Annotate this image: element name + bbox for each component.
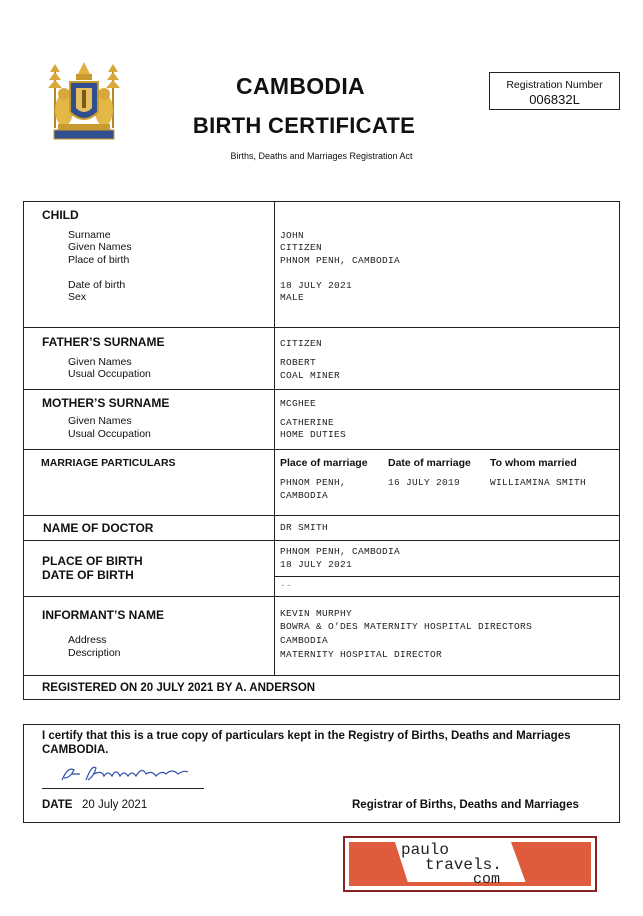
paulo-travels-logo: [343, 836, 597, 892]
mother-given-label: Given Names: [68, 415, 132, 427]
document-title: BIRTH CERTIFICATE: [192, 113, 416, 138]
child-dob-value: 18 JULY 2021: [280, 280, 353, 291]
child-pob-value: PHNOM PENH, CAMBODIA: [280, 255, 401, 266]
marriage-date-value: 16 JULY 2019: [388, 477, 461, 488]
informant-address-label: Address: [68, 634, 107, 646]
child-heading: CHILD: [42, 208, 79, 222]
certification-text: I certify that this is a true copy of particulars kept in the Registry of Births, Deaths and Marriages CAMBODIA.: [42, 730, 571, 756]
child-sex-value: MALE: [280, 292, 305, 303]
mother-occupation-label: Usual Occupation: [68, 428, 151, 440]
mother-surname-value: MCGHEE: [280, 398, 317, 409]
marriage-date-col: Date of marriage: [388, 457, 471, 469]
father-given-value: ROBERT: [280, 357, 317, 368]
informant-address2-value: CAMBODIA: [280, 635, 329, 646]
informant-name-value: KEVIN MURPHY: [280, 608, 353, 619]
registered-line: REGISTERED ON 20 JULY 2021 BY A. ANDERSON: [42, 682, 316, 694]
father-occupation-label: Usual Occupation: [68, 368, 151, 380]
signature: [58, 760, 198, 786]
registration-label: Registration Number: [506, 79, 603, 91]
marriage-heading: MARRIAGE PARTICULARS: [41, 457, 176, 469]
certification-date-value: 20 July 2021: [82, 799, 148, 811]
informant-description-label: Description: [68, 647, 121, 659]
doctor-value: DR SMITH: [280, 522, 329, 533]
informant-address1-value: BOWRA & O’DES MATERNITY HOSPITAL DIRECTORS: [280, 621, 533, 632]
informant-heading: INFORMANT’S NAME: [42, 608, 164, 622]
birth-date-heading: DATE OF BIRTH: [42, 568, 134, 582]
father-occupation-value: COAL MINER: [280, 370, 341, 381]
country-title: CAMBODIA: [236, 73, 365, 99]
father-heading: FATHER’S SURNAME: [42, 335, 165, 349]
mother-occupation-value: HOME DUTIES: [280, 429, 347, 440]
birth-date-value: 18 JULY 2021: [280, 559, 353, 570]
registration-box: [489, 72, 620, 110]
registrar-title: Registrar of Births, Deaths and Marriages: [352, 799, 579, 811]
birth-place-heading: PLACE OF BIRTH: [42, 554, 143, 568]
logo-line2: travels.: [425, 856, 502, 874]
logo-line1: paulo: [401, 841, 450, 859]
child-given-value: CITIZEN: [280, 242, 323, 253]
certification-date-label: DATE: [42, 799, 73, 811]
father-surname-value: CITIZEN: [280, 338, 323, 349]
birth-place-value: PHNOM PENH, CAMBODIA: [280, 546, 401, 557]
marriage-place-col: Place of marriage: [280, 457, 368, 469]
doctor-heading: NAME OF DOCTOR: [43, 521, 154, 535]
father-given-label: Given Names: [68, 356, 132, 368]
registration-number: 006832L: [529, 92, 580, 107]
child-dob-label: Date of birth: [68, 279, 126, 291]
mother-given-value: CATHERINE: [280, 417, 335, 428]
act-subtitle: Births, Deaths and Marriages Registration Act: [230, 151, 413, 161]
marriage-place-line1: PHNOM PENH,: [280, 477, 347, 488]
mother-heading: MOTHER’S SURNAME: [42, 396, 170, 410]
marriage-place-line2: CAMBODIA: [280, 490, 329, 501]
child-given-label: Given Names: [68, 241, 132, 253]
child-sex-label: Sex: [68, 291, 87, 303]
logo-line3: com: [473, 871, 501, 888]
child-surname-label: Surname: [68, 229, 111, 241]
informant-description-value: MATERNITY HOSPITAL DIRECTOR: [280, 649, 443, 660]
child-surname-value: JOHN: [280, 230, 305, 241]
marriage-whom-value: WILLIAMINA SMITH: [490, 477, 587, 488]
marriage-whom-col: To whom married: [490, 457, 577, 469]
child-pob-label: Place of birth: [68, 254, 130, 266]
birth-extra-value: --: [280, 580, 293, 591]
